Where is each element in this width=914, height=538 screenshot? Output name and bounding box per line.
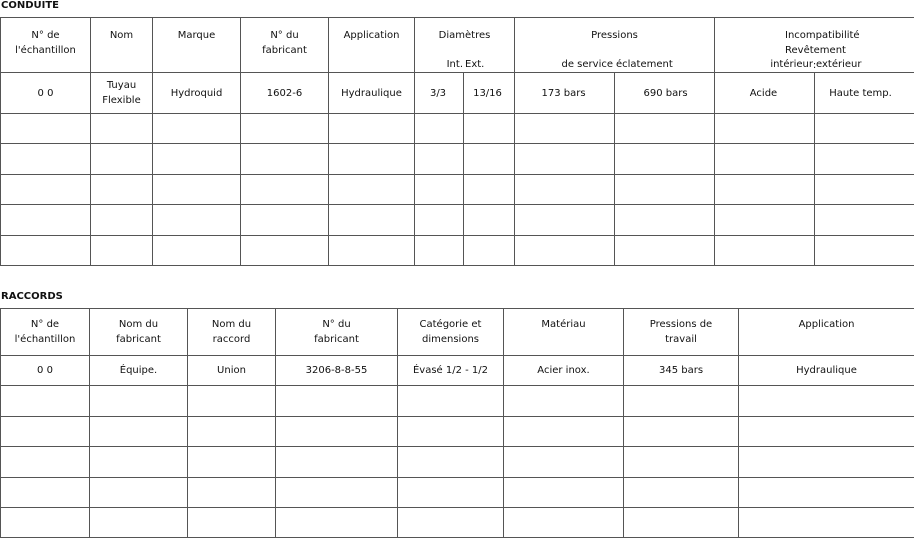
cell-maker-number: 1602-6 (241, 73, 329, 114)
table-row (1, 508, 914, 538)
cell-name: Tuyau Flexible (91, 73, 153, 114)
table-row (1, 175, 914, 205)
col-sample-number: N° de l'échantillon (1, 18, 91, 73)
raccords-title: RACCORDS (1, 291, 63, 302)
col-diameters (415, 18, 515, 73)
cell-application: Hydraulique (329, 73, 415, 114)
col-maker-number: N° du fabricant (276, 309, 398, 356)
diam-ext-label: Ext. (465, 59, 485, 70)
cell-diam-int: 3/3 (415, 73, 464, 114)
table-row (1, 114, 914, 144)
diam-int-label: Int. (446, 59, 463, 70)
conduite-table (0, 17, 914, 266)
cell-diam-ext: 13/16 (464, 73, 515, 114)
raccords-data-row (1, 356, 914, 386)
cell-material: Acier inox. (504, 356, 624, 386)
table-row (1, 144, 914, 175)
table-row (1, 447, 914, 478)
cell-press-service: 173 bars (515, 73, 615, 114)
cell-pressure: 345 bars (624, 356, 739, 386)
inc-ext-label: extérieur (816, 59, 862, 70)
col-pressures (515, 18, 715, 73)
col-pressure: Pressions de travail (624, 309, 739, 356)
raccords-header-row (1, 309, 914, 356)
col-fitting-name: Nom du raccord (188, 309, 276, 356)
col-material: Matériau (504, 309, 624, 356)
press-service-label: de service (561, 59, 613, 70)
col-application: Application (739, 309, 914, 356)
col-name: Nom (91, 18, 153, 73)
table-row (1, 236, 914, 266)
col-incompatibility (715, 18, 914, 73)
raccords-table (0, 308, 914, 538)
cell-sample: 0 0 (1, 73, 91, 114)
conduite-title: CONDUITE (1, 0, 60, 11)
table-row (1, 478, 914, 508)
table-row (1, 205, 914, 236)
cell-application: Hydraulique (739, 356, 914, 386)
pressures-label: Pressions (591, 30, 638, 41)
cell-fitting-name: Union (188, 356, 276, 386)
conduite-data-row (1, 73, 914, 114)
table-row (1, 417, 914, 447)
cell-inc-ext: Haute temp. (815, 73, 914, 114)
col-maker-name: Nom du fabricant (90, 309, 188, 356)
cell-inc-int: Acide (715, 73, 815, 114)
cell-press-burst: 690 bars (615, 73, 715, 114)
table-row (1, 386, 914, 417)
incompat-label: Incompatibilité Revêtement : (785, 30, 860, 71)
cell-category: Évasé 1/2 - 1/2 (398, 356, 504, 386)
inc-int-label: intérieur (770, 59, 813, 70)
cell-maker-name: Équipe. (90, 356, 188, 386)
press-burst-label: éclatement (616, 59, 673, 70)
cell-maker-number: 3206-8-8-55 (276, 356, 398, 386)
col-application: Application (329, 18, 415, 73)
col-sample-number: N° de l'échantillon (1, 309, 90, 356)
conduite-header-row (1, 18, 914, 73)
cell-brand: Hydroquid (153, 73, 241, 114)
col-maker-number: N° du fabricant (241, 18, 329, 73)
col-category: Catégorie et dimensions (398, 309, 504, 356)
diameters-label: Diamètres (438, 30, 491, 41)
col-brand: Marque (153, 18, 241, 73)
cell-sample: 0 0 (1, 356, 90, 386)
